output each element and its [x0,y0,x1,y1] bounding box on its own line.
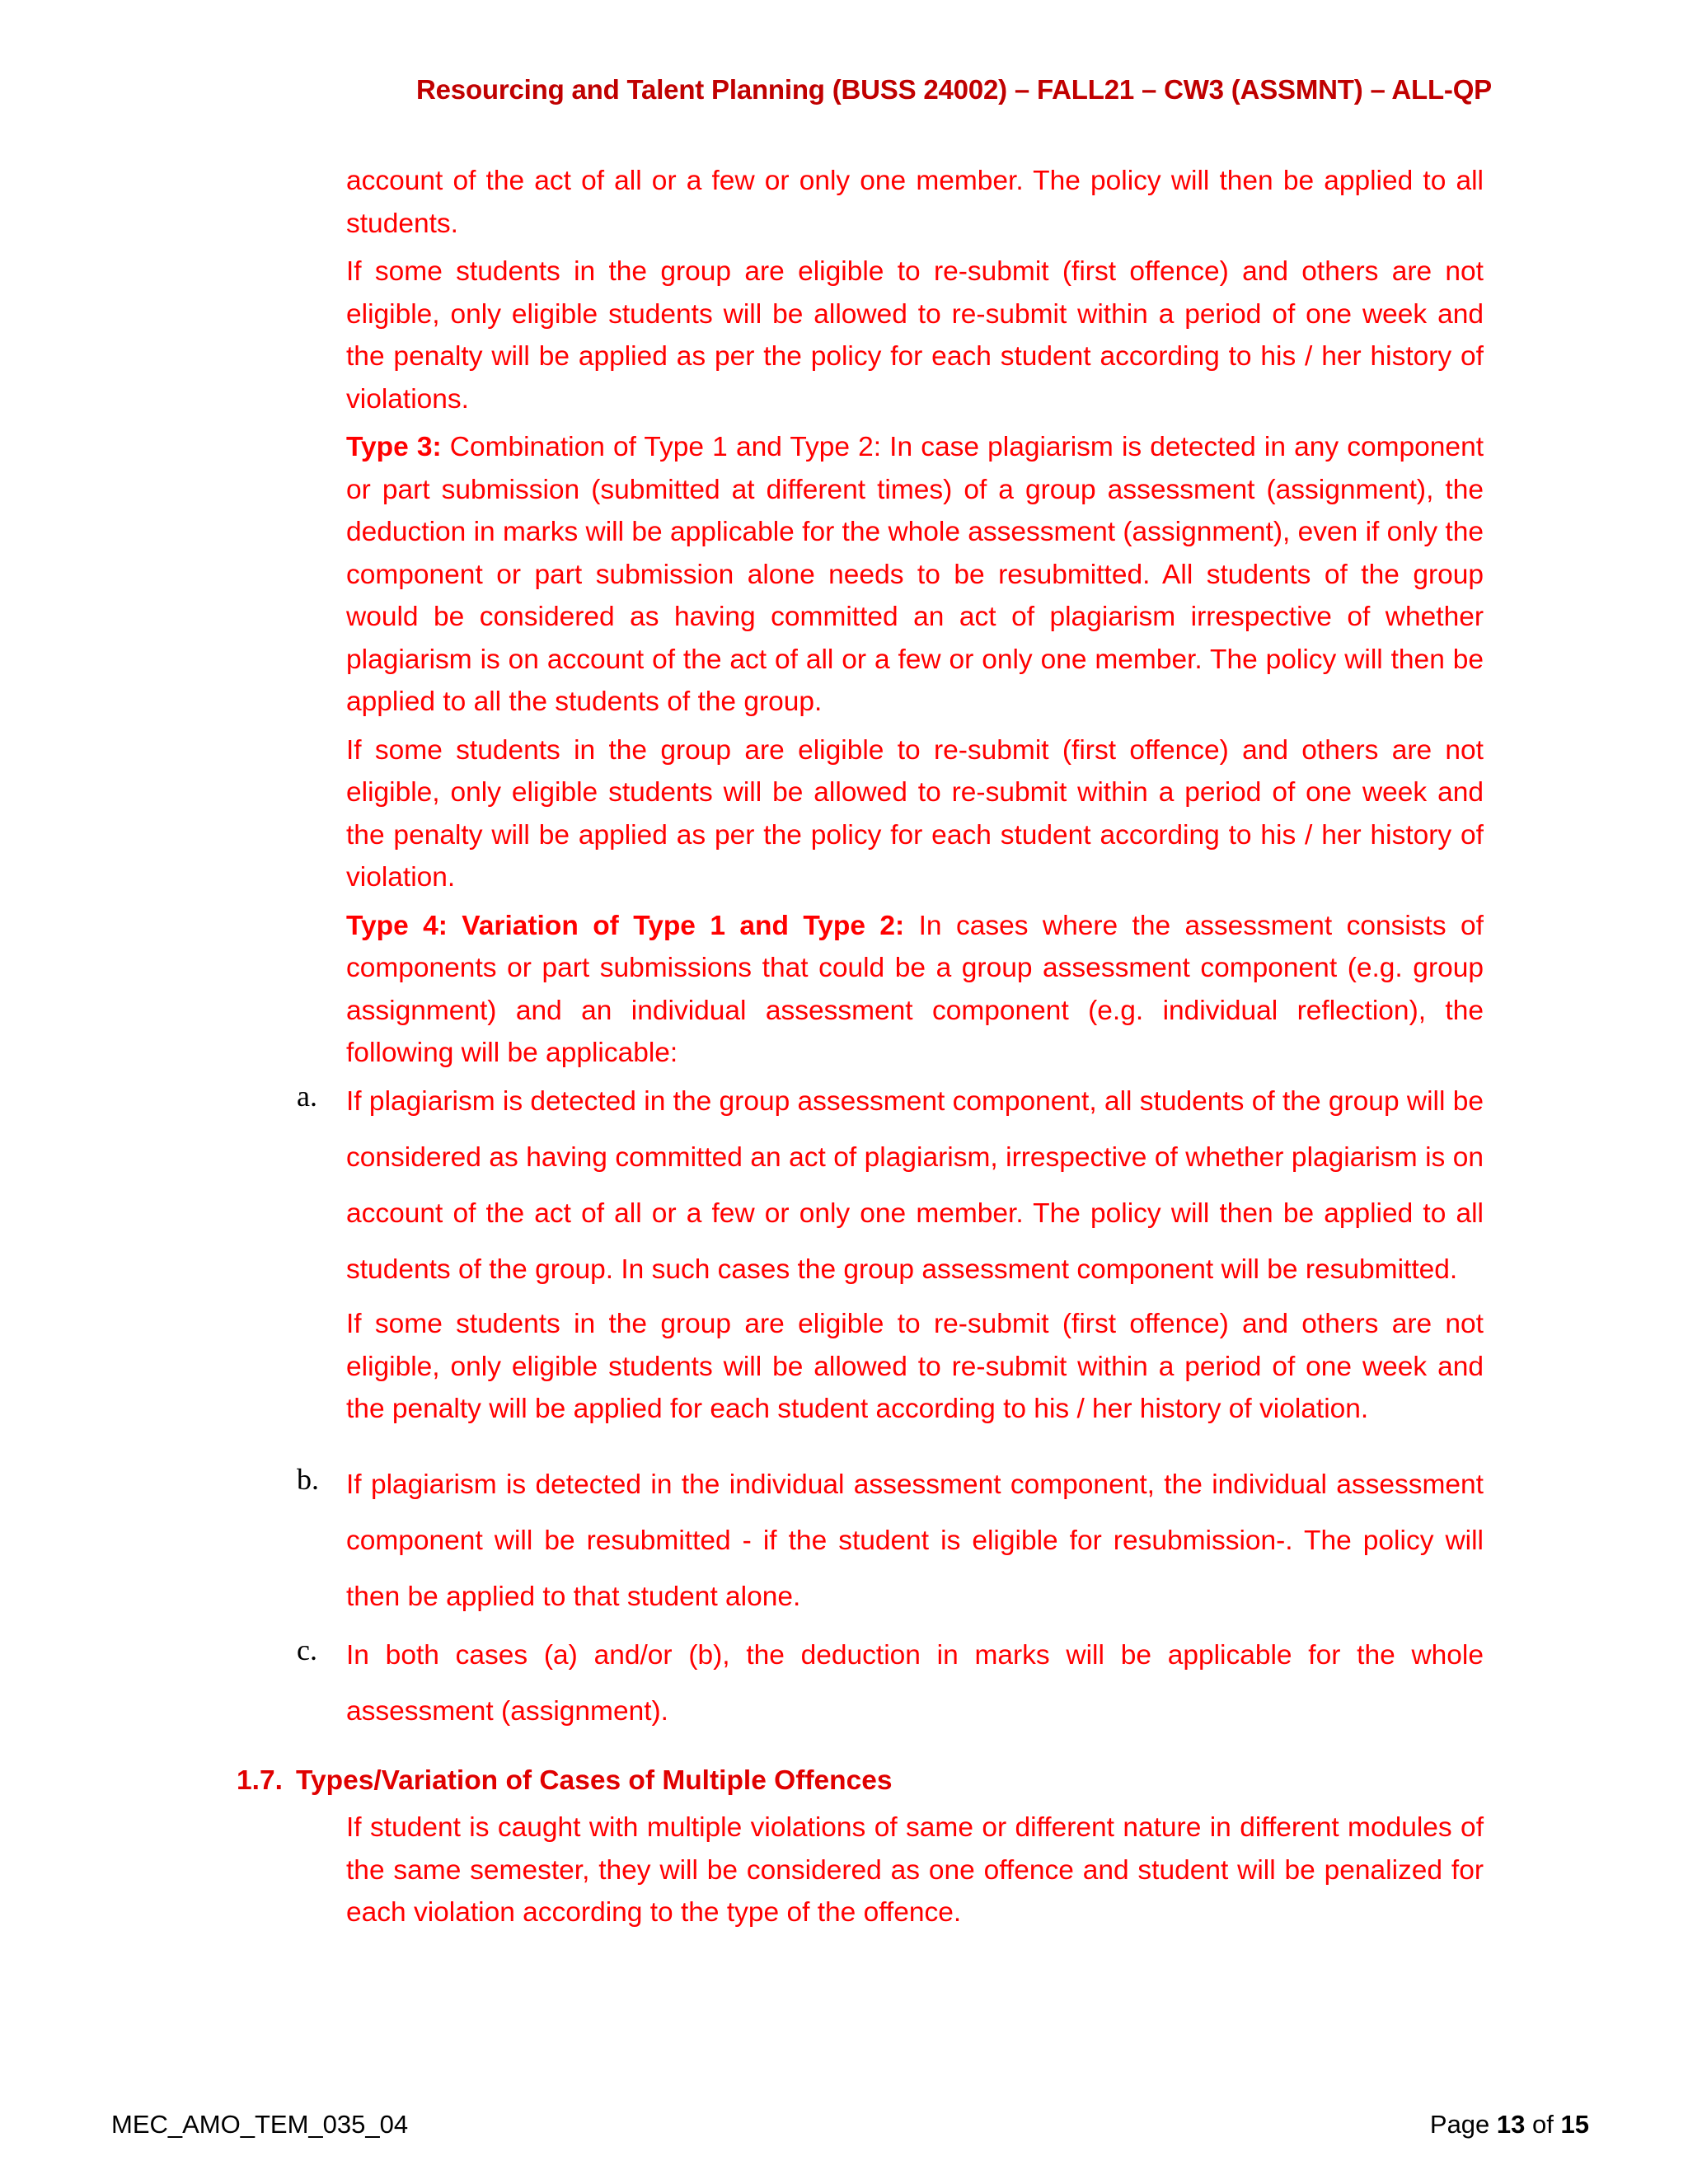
type-3-text: Combination of Type 1 and Type 2: In case plagiarism is detected in any component or part submission (submitted at different times) of a group assessment (assignment), the deduction in marks will be applicable for the whole assessment (assignment), even if only the component or part submission alone needs to be resubmitted. All students of the group would be considered as having committed an act of plagiarism irrespective of whether plagiarism is on account of the act of all or a few or only one member. The policy will then be applied to all the students of the group. [346,432,1484,717]
footer-doc-code: MEC_AMO_TEM_035_04 [111,2110,409,2139]
page-label: Page [1429,2110,1490,2139]
policy-text-block [346,160,1484,1080]
section-number: 1.7. [237,1765,283,1796]
section-title: Types/Variation of Cases of Multiple Offences [296,1765,893,1796]
type-4-text: In cases where the assessment consists of components or part submissions that could be a group assessment component (e.g. group assignment) and an individual assessment component (e.g. individual reflection), the following will be applicable: [346,910,1484,1068]
paragraph-type-4 [346,905,1484,1075]
list-marker-b: b. [297,1463,319,1496]
page-of-label: of [1532,2110,1554,2139]
type-3-label: Type 3: [346,432,442,462]
type-4-label: Type 4: Variation of Type 1 and Type 2: [346,910,905,941]
page-current: 13 [1496,2110,1526,2139]
list-item-c [297,1628,1484,1740]
paragraph-continuation: account of the act of all or a few or only one member. The policy will then be applied to all students. [346,166,1484,239]
page-header-title: Resourcing and Talent Planning (BUSS 24002) – FALL21 – CW3 (ASSMNT) – ALL-QP [416,74,1492,105]
footer-page-number [1430,2110,1589,2139]
list-item-b-text: If plagiarism is detected in the individual assessment component, the individual assessment component will be resubmitted - if the student is eligible for resubmission-. The policy will then be applied to that student alone. [346,1469,1484,1612]
paragraph-type-3 [346,426,1484,724]
section-heading [237,1765,893,1797]
list-item-b [297,1457,1484,1625]
section-text-block [346,1807,1484,1940]
paragraph-multiple-offences: If student is caught with multiple violations of same or different nature in different modules of the same semester, they will be considered as one offence and student will be penalized for each violation according to the type of the offence. [346,1812,1484,1928]
list-item-a [297,1074,1484,1431]
list-item-c-text: In both cases (a) and/or (b), the deduction in marks will be applicable for the whole assessment (assignment). [346,1640,1484,1727]
page-total: 15 [1560,2110,1589,2139]
list-marker-a: a. [297,1080,317,1113]
paragraph-resubmit-violation: If some students in the group are eligible to re-submit (first offence) and others are not eligible, only eligible students will be allowed to re-submit within a period of one week and the penalty will be applied as per the policy for each student according to his / her history of violation. [346,734,1484,893]
list-item-a-followup: If some students in the group are eligible to re-submit (first offence) and others are not eligible, only eligible students will be allowed to re-submit within a period of one week and the penalty will be applied for each student according to his / her history of violation. [346,1309,1484,1424]
list-item-a-text: If plagiarism is detected in the group assessment component, all students of the group will be considered as having committed an act of plagiarism, irrespective of whether plagiarism is on account of the act of all or a few or only one member. The policy will then be applied to all students of the group. In such cases the group assessment component will be resubmitted. [346,1086,1484,1285]
paragraph-resubmit-violations: If some students in the group are eligible to re-submit (first offence) and others are not eligible, only eligible students will be allowed to re-submit within a period of one week and the penalty will be applied as per the policy for each student according to his / her history of violations. [346,256,1484,415]
list-marker-c: c. [297,1633,317,1666]
